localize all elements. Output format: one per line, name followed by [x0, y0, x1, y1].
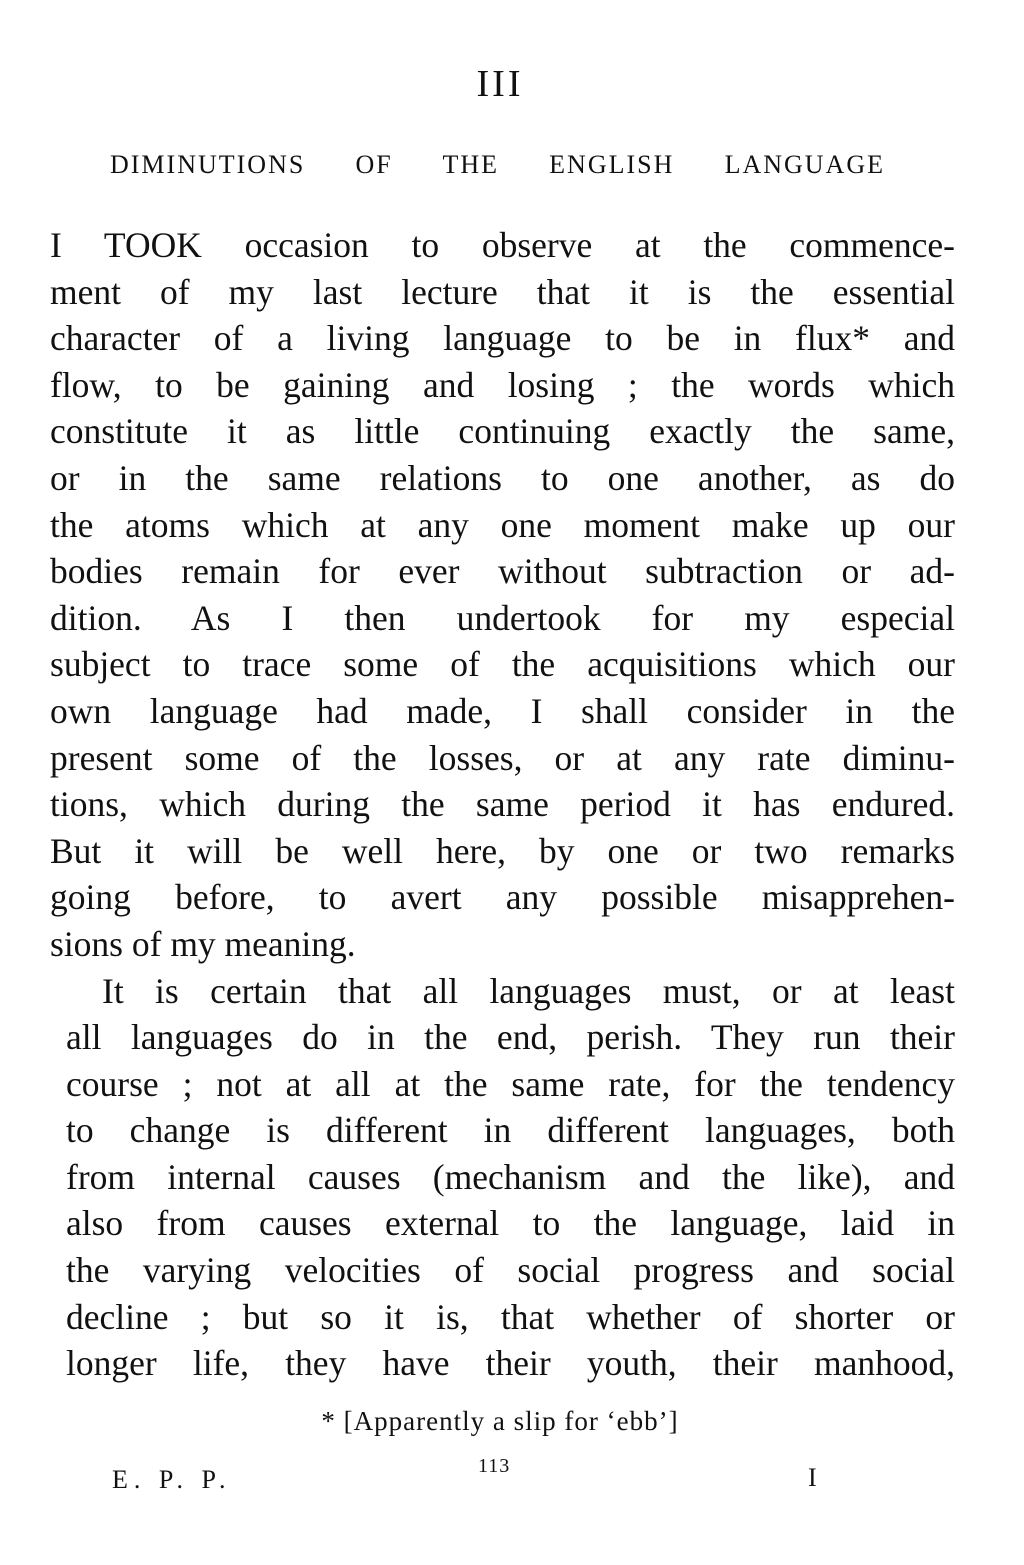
page-number: 113: [478, 1455, 511, 1477]
chapter-number: III: [476, 63, 524, 105]
text-line: tions, which during the same period it has endured.: [50, 784, 955, 825]
text-line: I TOOK occasion to observe at the commence-: [50, 225, 955, 265]
text-line: own language had made, I shall consider in the: [50, 690, 955, 731]
text-line: course ; not at all at the same rate, for the tendency: [66, 1063, 955, 1104]
body-text: [50, 222, 955, 1387]
text-line: ment of my last lecture that it is the essential: [50, 271, 955, 312]
text-line: the varying velocities of social progress and social: [66, 1250, 955, 1291]
text-line: also from causes external to the language, laid in: [66, 1203, 955, 1244]
text-line: the atoms which at any one moment make up our: [50, 504, 955, 545]
text-line: flow, to be gaining and losing ; the words which: [50, 364, 955, 405]
text-line: from internal causes (mechanism and the like), and: [66, 1156, 955, 1197]
text-line: going before, to avert any possible misapprehen-: [50, 877, 955, 918]
text-line: subject to trace some of the acquisitions which our: [50, 644, 955, 685]
text-line: character of a living language to be in flux* and: [50, 318, 955, 359]
text-line: bodies remain for ever without subtraction or ad-: [50, 551, 955, 592]
text-line: constitute it as little continuing exactly the same,: [50, 411, 955, 452]
text-line: or in the same relations to one another, as do: [50, 457, 955, 498]
text-line: present some of the losses, or at any rate diminu-: [50, 737, 955, 778]
text-line: It is certain that all languages must, or at least: [102, 970, 955, 1011]
chapter-title: DIMINUTIONS OF THE ENGLISH LANGUAGE: [110, 150, 885, 179]
text-line: to change is different in different languages, both: [66, 1110, 955, 1151]
text-line: sions of my meaning.: [50, 923, 356, 964]
text-line: decline ; but so it is, that whether of shorter or: [66, 1296, 955, 1337]
text-line: all languages do in the end, perish. They run their: [66, 1017, 955, 1058]
text-line: longer life, they have their youth, their manhood,: [66, 1343, 955, 1384]
text-line: But it will be well here, by one or two remarks: [50, 830, 955, 871]
text-line: dition. As I then undertook for my especial: [50, 597, 955, 638]
gathering-mark: I: [808, 1463, 817, 1492]
footnote: * [Apparently a slip for ‘ebb’]: [321, 1406, 679, 1436]
printer-signature: E. P. P.: [112, 1465, 232, 1494]
